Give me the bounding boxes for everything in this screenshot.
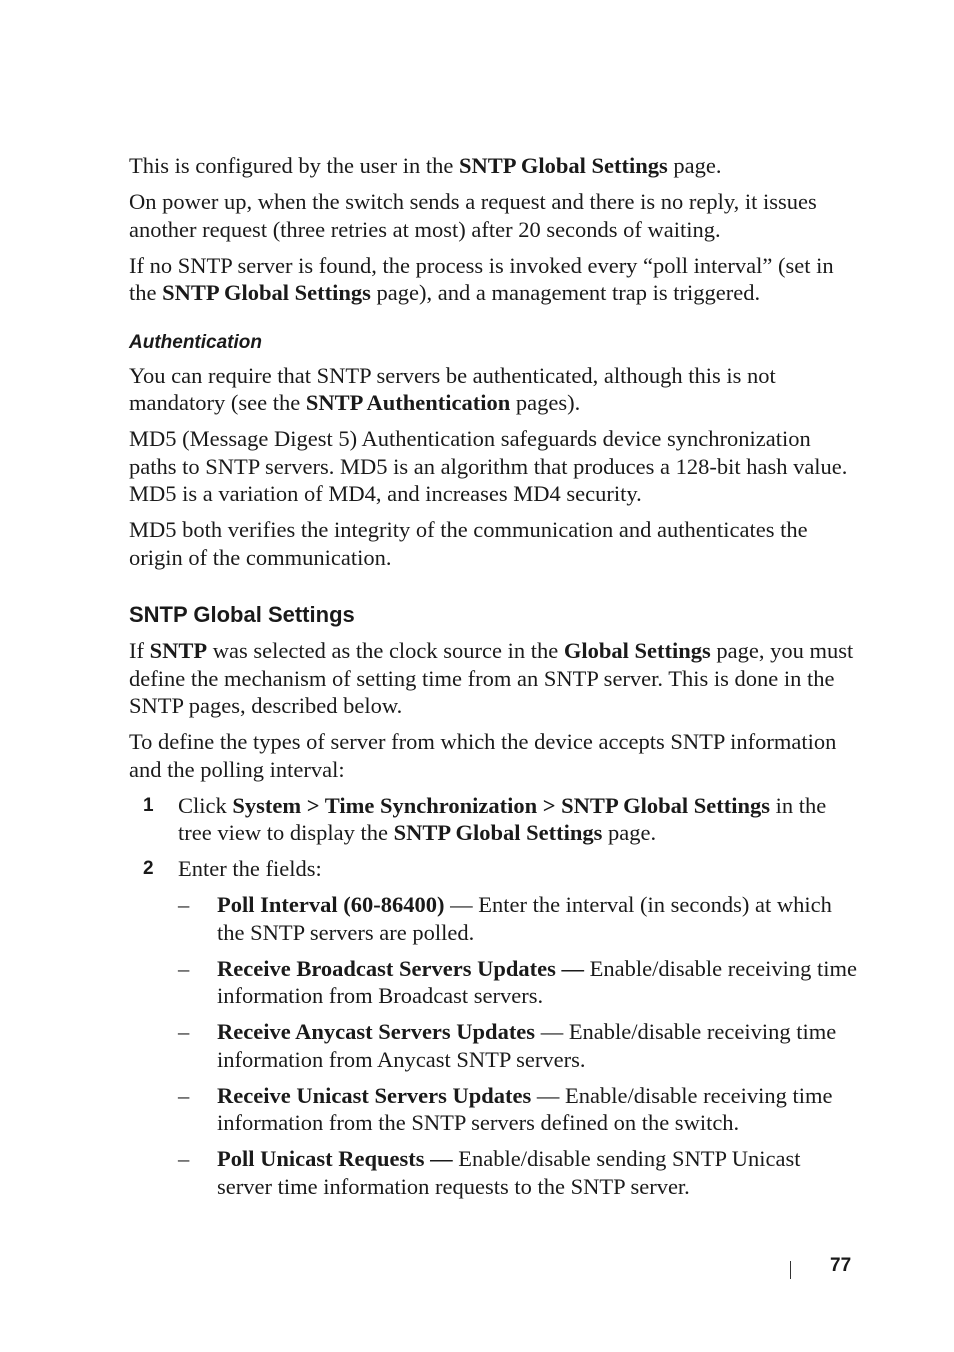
sntp-paragraph-1: If SNTP was selected as the clock source in the Global Settings page, you must define the mechanism of setting time from an SNTP server. This is done in the SNTP pages, described below. <box>129 638 854 718</box>
bullet-dash: – <box>178 955 190 981</box>
step-number: 2 <box>143 858 154 879</box>
bullet-dash: – <box>178 1019 190 1044</box>
bullet-dash: – <box>178 1146 190 1171</box>
step-2: 2 Enter the fields: <box>143 856 322 881</box>
step-1: 1 Click System > Time Synchronization > SNTP Global Settings in the tree view to display the SNTP Global Settings page. <box>143 792 827 845</box>
field-item-poll-interval: – Poll Interval (60-86400) — Enter the interval (in seconds) at which the SNTP servers are polled. <box>178 892 832 945</box>
page-number: 77 <box>830 1255 852 1276</box>
bullet-dash: – <box>178 892 190 917</box>
field-item-unicast-updates: – Receive Unicast Servers Updates — Enable/disable receiving time information from the SNTP servers defined on the switch. <box>178 1082 833 1135</box>
auth-paragraph-3: MD5 both verifies the integrity of the communication and authenticates the origin of the communication. <box>129 517 808 570</box>
intro-paragraph-2: On power up, when the switch sends a request and there is no reply, it issues another request (three retries at most) after 20 seconds of waiting. <box>129 189 817 242</box>
auth-paragraph-2: MD5 (Message Digest 5) Authentication safeguards device synchronization paths to SNTP servers. MD5 is an algorithm that produces a 128-bit hash value. MD5 is a variation of MD4, and increases MD4 security. <box>129 426 848 506</box>
intro-paragraph-1: This is configured by the user in the SNTP Global Settings page. <box>129 153 722 178</box>
field-item-broadcast-updates: – Receive Broadcast Servers Updates — Enable/disable receiving time information from Broadcast servers. <box>178 955 858 1008</box>
auth-paragraph-1: You can require that SNTP servers be authenticated, although this is not mandatory (see the SNTP Authentication pages). <box>129 362 776 415</box>
authentication-heading: Authentication <box>129 331 262 353</box>
step-number: 1 <box>143 794 154 816</box>
field-item-poll-unicast-requests: – Poll Unicast Requests — Enable/disable sending SNTP Unicast server time information requests to the SNTP server. <box>178 1146 801 1199</box>
field-item-anycast-updates: – Receive Anycast Servers Updates — Enable/disable receiving time information from Anycast SNTP servers. <box>178 1019 837 1072</box>
sntp-paragraph-2: To define the types of server from which the device accepts SNTP information and the polling interval: <box>129 729 837 782</box>
footer-divider <box>790 1261 791 1279</box>
page-body <box>129 152 859 1209</box>
sntp-global-settings-heading: SNTP Global Settings <box>129 602 355 627</box>
page-footer <box>786 1255 856 1283</box>
intro-paragraph-3: If no SNTP server is found, the process is invoked every “poll interval” (set in the SNTP Global Settings page), and a management trap is triggered. <box>129 252 834 305</box>
bullet-dash: – <box>178 1082 190 1108</box>
